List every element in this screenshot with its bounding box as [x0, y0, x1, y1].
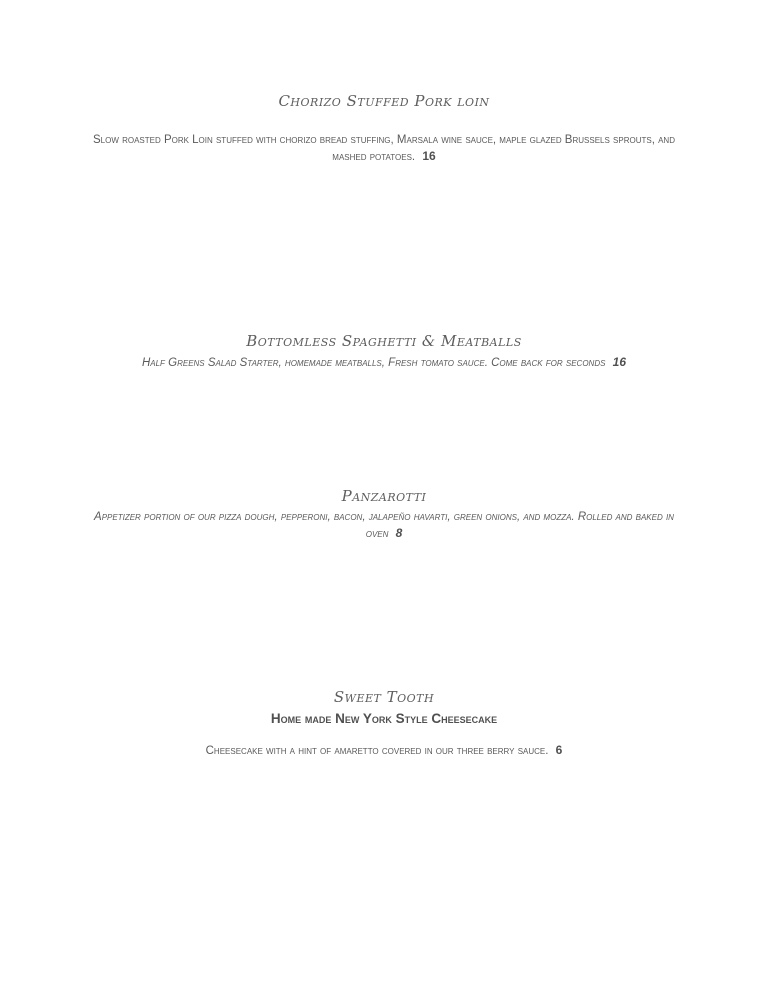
menu-section-title: Sweet Tooth: [333, 688, 435, 706]
menu-item-title: Chorizo Stuffed Pork loin: [278, 92, 490, 110]
menu-item-description: [84, 132, 684, 165]
menu-item-bottomless-spaghetti: [0, 332, 768, 371]
menu-item-sweet-tooth: [0, 688, 768, 759]
description-text: Slow roasted Pork Loin stuffed with chorizo bread stuffing, Marsala wine sauce, maple glazed Brussels sprouts, and mashed potatoes.: [93, 134, 675, 163]
menu-item-chorizo-pork-loin: [0, 92, 768, 165]
menu-item-title: Panzarotti: [341, 487, 427, 505]
menu-item-price: 16: [612, 355, 627, 369]
menu-item-panzarotti: [0, 487, 768, 542]
menu-item-price: 8: [395, 526, 403, 540]
description-text: Half Greens Salad Starter, homemade meatballs, Fresh tomato sauce. Come back for seconds: [141, 357, 606, 369]
menu-item-price: 16: [422, 149, 436, 163]
menu-item-subtitle: Home made New York Style Cheesecake: [270, 711, 498, 726]
description-text: Cheesecake with a hint of amaretto covered in our three berry sauce.: [205, 745, 549, 757]
menu-item-description: [94, 509, 674, 542]
menu-item-description: [144, 742, 624, 759]
menu-item-price: 6: [555, 743, 563, 757]
description-text: Appetizer portion of our pizza dough, pepperoni, bacon, jalapeño havarti, green onions, and mozza. Rolled and baked in oven: [94, 511, 674, 540]
menu-item-description: [104, 354, 664, 371]
menu-item-title: Bottomless Spaghetti & Meatballs: [246, 332, 522, 350]
